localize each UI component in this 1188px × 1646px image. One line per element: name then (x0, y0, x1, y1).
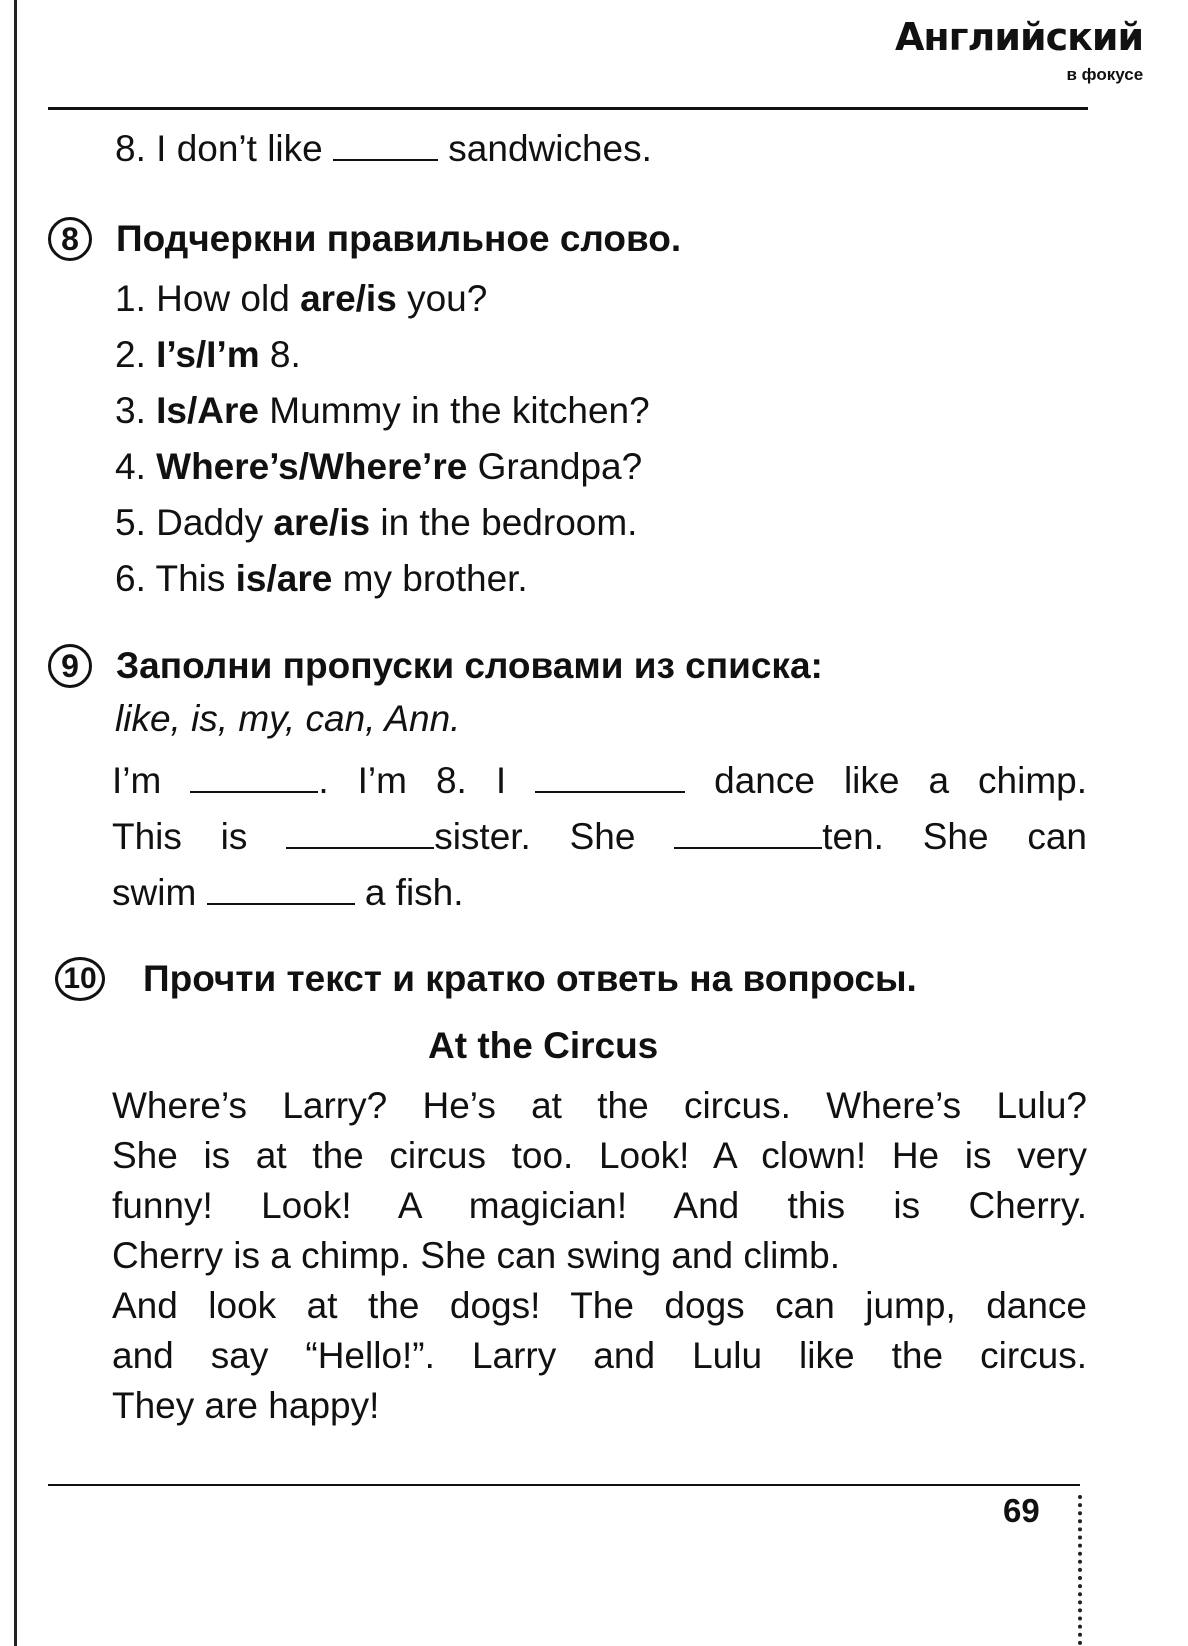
text: 6. This (115, 558, 236, 599)
story-line: Where’s Larry? He’s at the circus. Where’s Lulu? (112, 1085, 1087, 1126)
story-line: Cherry is a chimp. She can swing and climb. (112, 1235, 840, 1276)
text: in the bedroom. (370, 502, 638, 543)
choice: are/is (300, 278, 397, 319)
text: you? (396, 278, 488, 319)
text: 8. (259, 334, 301, 375)
blank (207, 873, 355, 905)
dotted-cut-line (1078, 1495, 1082, 1645)
header-rule (48, 107, 1088, 110)
exercise-title: Прочти текст и кратко ответь на вопросы. (143, 958, 917, 999)
story-line: And look at the dogs! The dogs can jump, dance (112, 1285, 1087, 1326)
gap-line (112, 760, 1087, 802)
text: 2. (115, 334, 157, 375)
blank (333, 129, 438, 161)
story-line: funny! Look! A magician! And this is Cherry. (112, 1185, 1087, 1226)
exercise-number: 9 (48, 644, 92, 688)
list-item (115, 558, 528, 600)
list-item (115, 502, 637, 544)
choice: are/is (273, 502, 371, 543)
word-list: like, is, my, can, Ann. (115, 698, 461, 739)
text: 3. (115, 390, 157, 431)
list-item (115, 334, 301, 376)
text: Mummy in the kitchen? (258, 390, 650, 431)
list-item (115, 446, 642, 488)
text: I’m (112, 760, 162, 801)
text: Grandpa? (467, 446, 643, 487)
blank (190, 761, 318, 793)
choice: is/are (235, 558, 333, 599)
text: sister. She (434, 816, 636, 857)
text: 1. How old (115, 278, 301, 319)
text: a fish. (364, 872, 464, 913)
text: 4. (115, 446, 157, 487)
text: dance like a chimp. (714, 760, 1088, 801)
exercise-number: 10 (55, 957, 105, 1001)
exercise-number: 8 (48, 217, 92, 261)
text: sandwiches. (448, 128, 652, 169)
logo-subtitle: в фокусе (1066, 65, 1144, 84)
choice: Where’s/Where’re (156, 446, 468, 487)
page-number: 69 (1003, 1492, 1040, 1529)
exercise-title: Подчеркни правильное слово. (116, 218, 682, 259)
blank (674, 817, 822, 849)
text: my brother. (332, 558, 528, 599)
text: ten. She can (822, 816, 1087, 857)
text: . I’m 8. I (318, 760, 507, 801)
footer-rule (48, 1484, 1080, 1486)
text: 5. Daddy (115, 502, 274, 543)
story-line: They are happy! (112, 1385, 380, 1426)
choice: I’s/I’m (156, 334, 260, 375)
page-edge-line (14, 0, 17, 1646)
text: swim (112, 872, 197, 913)
story-title: At the Circus (428, 1025, 659, 1066)
logo (895, 14, 1143, 86)
story-line: She is at the circus too. Look! A clown! He is very (112, 1135, 1087, 1176)
list-item (115, 390, 650, 432)
story-line: and say “Hello!”. Larry and Lulu like the circus. (112, 1335, 1087, 1376)
gap-line (112, 816, 1087, 858)
logo-title: Английский (895, 15, 1144, 59)
exercise-title: Заполни пропуски словами из списка: (116, 645, 823, 686)
blank (535, 761, 685, 793)
text: 8. I don’t like (115, 128, 323, 169)
gap-line (112, 872, 464, 914)
text: This is (112, 816, 248, 857)
prev-item-8 (115, 128, 652, 170)
choice: Is/Are (156, 390, 259, 431)
blank (286, 817, 434, 849)
list-item (115, 278, 487, 320)
